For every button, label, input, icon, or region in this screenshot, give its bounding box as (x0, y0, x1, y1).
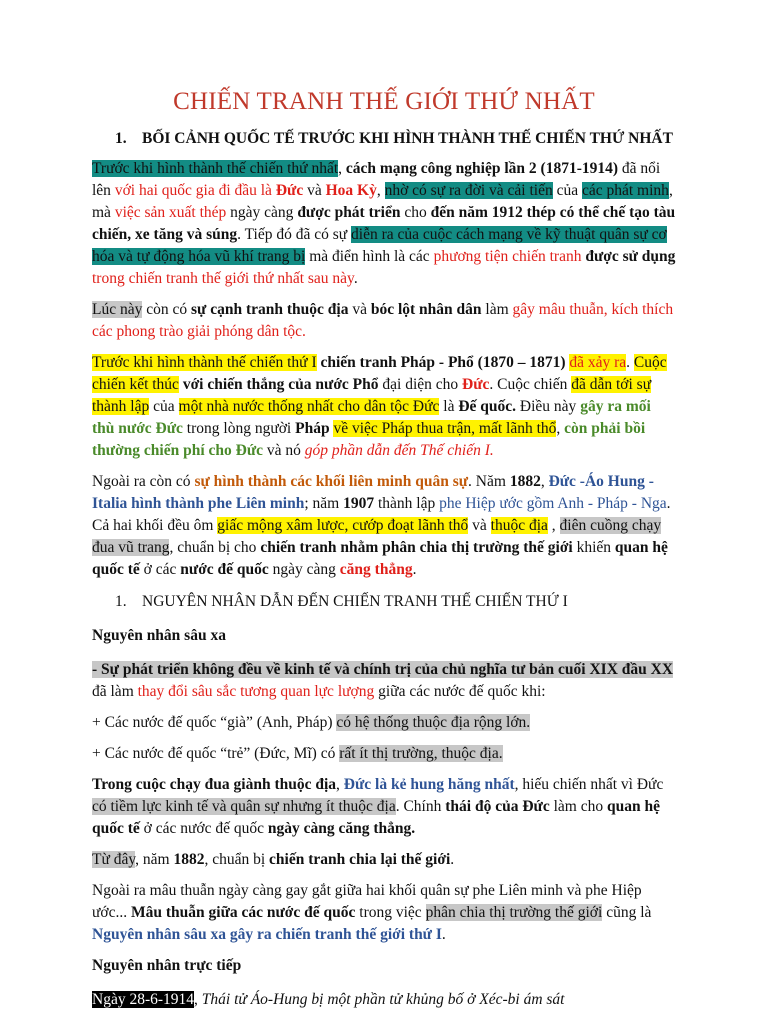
highlight-span: rất ít thị trường, thuộc địa. (339, 745, 503, 762)
highlight-span: Lúc này (92, 301, 143, 318)
text-span: . Chính (395, 798, 446, 815)
red-text-span: thay đổi sâu sắc tương quan lực lượng (137, 683, 375, 700)
emphasis-span: Đức (275, 182, 304, 199)
text-span: , (556, 420, 565, 437)
paragraph-young-empires (92, 743, 676, 765)
text-span: thành lập (374, 495, 440, 512)
blue-text-span: Đức là kẻ hung hăng nhất (343, 776, 515, 793)
blue-text-span: phe Hiệp ước gồm Anh - Pháp - Nga (439, 495, 667, 512)
emphasis-span: chiến tranh Pháp - Phổ (1870 – 1871) (320, 354, 566, 371)
text-span: trong lòng người (182, 420, 296, 437)
highlight-span: Trước khi hình thành thế chiến thứ I (92, 354, 317, 371)
text-span: , (194, 991, 202, 1008)
emphasis-span: quan hệ quốc tế (92, 798, 660, 837)
emphasis-span: đến năm 1912 thép có thể chế tạo tàu chiến, xe tăng và súng (92, 204, 676, 243)
orange-text-span: sự hình thành các khối liên minh quân sự (194, 473, 469, 490)
text-span: , (547, 517, 560, 534)
text-span: ngày càng (226, 204, 298, 221)
text-span: trong việc (355, 904, 426, 921)
text-span: đã làm (92, 683, 138, 700)
subheading-deep-causes: Nguyên nhân sâu xa (92, 627, 226, 644)
text-span: . Năm (468, 473, 510, 490)
emphasis-span: 1882 (509, 473, 541, 490)
text-span: , (338, 160, 346, 177)
section-number: 1. (115, 593, 127, 610)
highlight-span: Trước khi hình thành thế chiến thứ nhất (92, 160, 339, 177)
highlight-span: đã xảy ra (569, 354, 627, 371)
text-span: , chuẩn bị cho (169, 539, 261, 556)
subheading-direct-cause: Nguyên nhân trực tiếp (92, 957, 242, 974)
document-body-causes (0, 625, 768, 1011)
highlight-span: đã dẫn tới sự thành lập (92, 376, 652, 415)
text-span: ở các nước đế quốc (139, 820, 268, 837)
text-span: Ngoài ra còn có (92, 473, 195, 490)
text-span: . (626, 354, 634, 371)
highlight-span: có hệ thống thuộc địa rộng lớn. (336, 714, 531, 731)
red-text-span: việc sản xuất thép (114, 204, 227, 221)
section-number: 1. (115, 130, 127, 147)
text-span: . (441, 926, 446, 943)
emphasis-span: với chiến thắng của nước Phổ (182, 376, 379, 393)
emphasis-span: bóc lột nhân dân (370, 301, 482, 318)
highlight-span: về việc Pháp thua trận, mất lãnh thổ (333, 420, 557, 437)
emphasis-span: chiến tranh nhằm phân chia thị trường thế giới (260, 539, 573, 556)
emphasis-span: quan hệ quốc tế (92, 539, 668, 578)
section-heading-text: BỐI CẢNH QUỐC TẾ TRƯỚC KHI HÌNH THÀNH THẾ CHIẾN THỨ NHẤT (142, 130, 673, 147)
text-span: của (552, 182, 582, 199)
emphasis-span: Đức (462, 376, 490, 393)
text-span: . (450, 851, 455, 868)
paragraph-old-empires (92, 712, 676, 734)
text-span: . Tiếp đó đã có sự (237, 226, 352, 243)
text-span: , (336, 776, 344, 793)
highlight-span: Từ đây (92, 851, 136, 868)
emphasis-span: được phát triển (297, 204, 401, 221)
green-text-span: còn phải bồi thường chiến phí cho Đức (92, 420, 646, 459)
red-text-span: phương tiện chiến tranh (433, 248, 582, 265)
red-text-span: với hai quốc gia đi đầu là (114, 182, 272, 199)
emphasis-span: sự cạnh tranh thuộc địa (191, 301, 349, 318)
highlight-span: nhờ có sự ra đời và cải tiến (384, 182, 553, 199)
section-heading-causes (0, 591, 675, 613)
date-highlight-span: Ngày 28-6-1914 (92, 991, 195, 1008)
text-span: làm (481, 301, 513, 318)
text-span: khiến (572, 539, 615, 556)
paragraph-germany-aggression (92, 774, 676, 840)
highlight-span: diễn ra của cuộc cách mạng về kỹ thuật quân sự cơ hóa và tự động hóa vũ khí trang bị (92, 226, 667, 265)
text-span: + Các nước đế quốc “già” (Anh, Pháp) (92, 714, 337, 731)
emphasis-span: được sử dụng (585, 248, 676, 265)
text-span: . (353, 270, 358, 287)
text-span: + Các nước đế quốc “trẻ” (Đức, Mĩ) có (92, 745, 340, 762)
paragraph-colonial-competition (92, 299, 676, 343)
emphasis-span: nước đế quốc (180, 561, 269, 578)
red-text-span: trong chiến tranh thế giới thứ nhất sau này (92, 270, 354, 287)
red-text-span: gây mâu thuẫn, kích thích các phong trào giải phóng dân tộc. (92, 301, 674, 340)
highlight-span: phân chia thị trường thế giới (425, 904, 603, 921)
paragraph-industrial-revolution (92, 158, 676, 290)
text-span: và (348, 301, 371, 318)
highlight-span: giấc mộng xâm lược, cướp đoạt lãnh thổ (217, 517, 469, 534)
emphasis-span: Pháp (295, 420, 330, 437)
blue-text-span: Đức -Áo Hung - Italia hình thành phe Liên minh (92, 473, 654, 512)
green-text-span: gây ra mối thù nước Đức (92, 398, 651, 437)
text-span: cũng là (602, 904, 652, 921)
text-span: , năm (135, 851, 174, 868)
section-heading-text: NGUYÊN NHÂN DẪN ĐẾN CHIẾN TRANH THẾ CHIẾN THỨ I (142, 593, 568, 610)
red-text-span: căng thẳng (339, 561, 413, 578)
emphasis-span: Mâu thuẫn giữa các nước đế quốc (130, 904, 356, 921)
paragraph-military-alliances (92, 471, 676, 581)
highlight-span: thuộc địa (490, 517, 548, 534)
emphasis-span: ngày càng căng thẳng. (267, 820, 416, 837)
paragraph-franco-prussian-war (92, 352, 676, 462)
highlight-span: điên cuồng chạy đua vũ trang (92, 517, 662, 556)
text-span: mà điển hình là các (305, 248, 434, 265)
text-span: và nó (263, 442, 305, 459)
red-italic-span: góp phần dẫn đến Thế chiến I. (304, 442, 494, 459)
italic-span: Thái tử Áo-Hung bị một phần tử khủng bố ở Xéc-bi ám sát (201, 991, 565, 1008)
text-span: là (439, 398, 459, 415)
text-span: . Cuộc chiến (489, 376, 572, 393)
text-span: của (149, 398, 179, 415)
highlight-span: Cuộc chiến kết thúc (92, 354, 667, 393)
emphasis-span: 1882 (173, 851, 205, 868)
document-title: CHIẾN TRANH THẾ GIỚI THỨ NHẤT (173, 88, 595, 115)
paragraph-1882 (92, 849, 676, 871)
highlight-span: có tiềm lực kinh tế và quân sự nhưng ít thuộc địa (92, 798, 396, 815)
emphasis-span: Hoa Kỳ (325, 182, 377, 199)
text-span: đã nổi lên (92, 160, 661, 199)
text-span: ở các (139, 561, 181, 578)
text-span: còn có (142, 301, 191, 318)
paragraph-uneven-development (92, 659, 676, 703)
text-span: làm cho (549, 798, 607, 815)
text-span: , chuẩn bị (204, 851, 270, 868)
text-span: cho (400, 204, 431, 221)
highlight-span: - Sự phát triển không đều về kinh tế và chính trị của chủ nghĩa tư bản cuối XIX đầu XX (92, 661, 674, 678)
text-span: ; năm (304, 495, 344, 512)
emphasis-span: Đế quốc. (458, 398, 517, 415)
text-span: , (540, 473, 549, 490)
text-span: và (468, 517, 491, 534)
text-span: và (303, 182, 326, 199)
text-span: , hiếu chiến nhất vì Đức (514, 776, 664, 793)
text-span: đại diện cho (378, 376, 463, 393)
paragraph-assassination (92, 989, 676, 1011)
text-span: giữa các nước đế quốc khi: (374, 683, 546, 700)
blue-text-span: Nguyên nhân sâu xa gây ra chiến tranh thế giới thứ I (92, 926, 442, 943)
paragraph-conflict-blocs (92, 880, 676, 946)
text-span: Điều này (516, 398, 581, 415)
highlight-span: các phát minh (581, 182, 669, 199)
section-heading-context (0, 128, 675, 150)
text-span: ngày càng (268, 561, 340, 578)
emphasis-span: Trong cuộc chạy đua giành thuộc địa (92, 776, 337, 793)
emphasis-span: cách mạng công nghiệp lần 2 (1871-1914) (345, 160, 619, 177)
text-span: , mà (92, 182, 673, 221)
emphasis-span: chiến tranh chia lại thế giới (269, 851, 451, 868)
text-span: . Cả hai khối đều ôm (92, 495, 671, 534)
emphasis-span: thái độ của Đức (445, 798, 550, 815)
emphasis-span: 1907 (343, 495, 375, 512)
document-body (0, 158, 768, 581)
text-span: . (412, 561, 417, 578)
text-span: , (376, 182, 385, 199)
highlight-span: một nhà nước thống nhất cho dân tộc Đức (178, 398, 440, 415)
text-span: Ngoài ra mâu thuẫn ngày càng gay gắt giữa hai khối quân sự phe Liên minh và phe Hiệp ước... (92, 882, 642, 921)
